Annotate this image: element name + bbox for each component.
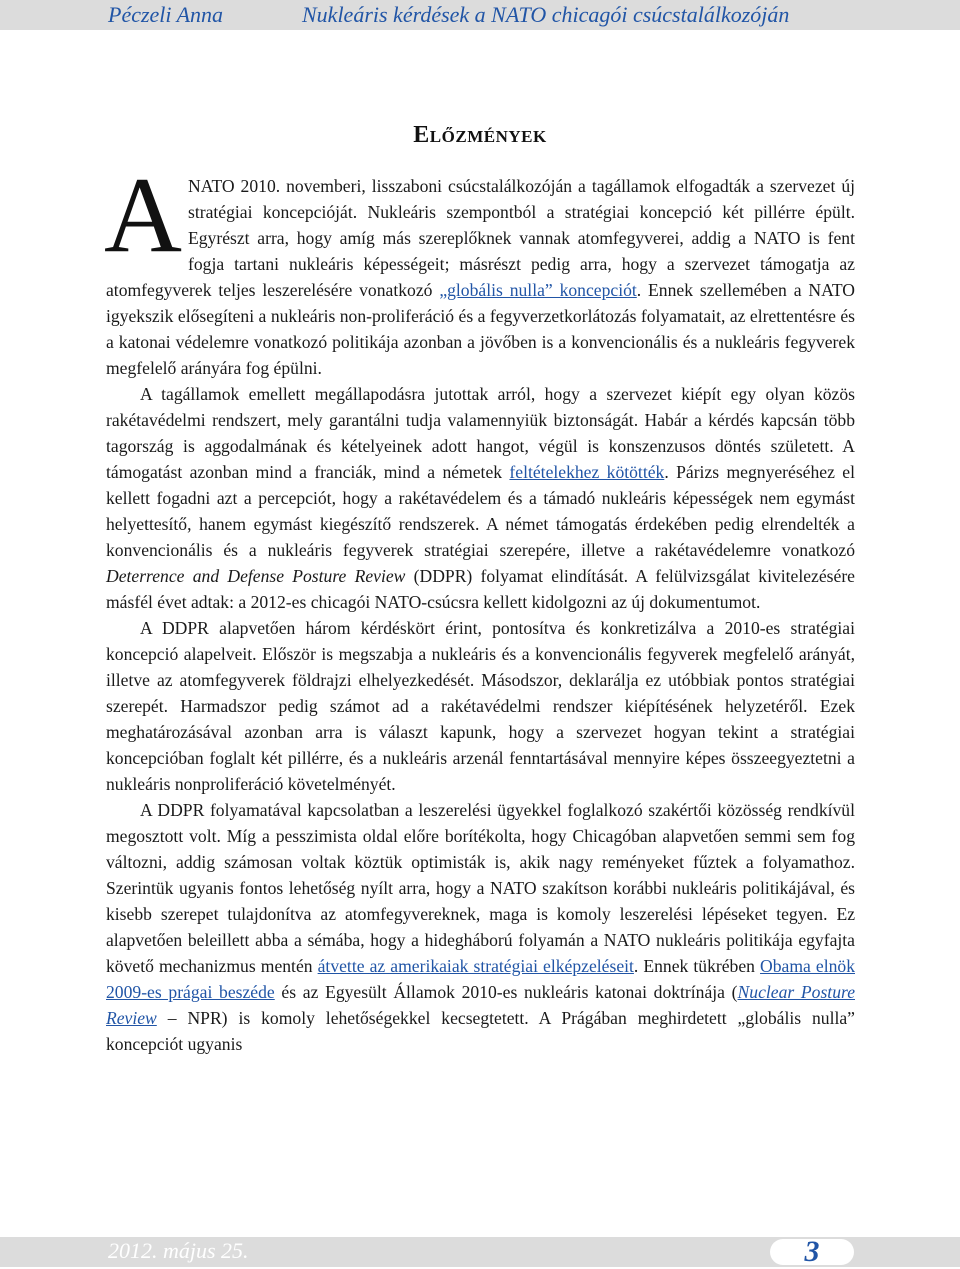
paragraph-text: A DDPR alapvetően három kérdéskört érint, pontosítva és konkretizálva a 2010-es stratégiai koncepció alapelveit. Először is megszabja a nukleáris és a konvencionális fegyverek megfelelő arányát, illetve az atomfegyverek földrajzi elhelyezkedését. Másodszor, deklarálja ez utóbbiak pontos stratégiai szerepét. Harmadszor pedig számot ad a rakétavédelmi rendszer kiépítésének helyzetéről. Ezek meghatározásával azonban arra is választ kapunk, hogy a szervezet hogyan tekint a stratégiai koncepcióban foglalt két pillérre, és a nukleáris arzenál fenntartásával mennyire képes összeegyeztetni a nukleáris nonproliferáció követelményét. bbox=[106, 618, 855, 794]
paragraph-3 bbox=[106, 615, 855, 797]
italic-ddpr-title: Deterrence and Defense Posture Review bbox=[106, 566, 406, 586]
paragraph-1 bbox=[104, 156, 856, 381]
link-american-strategy[interactable]: átvette az amerikaiak stratégiai elképzeléseit bbox=[317, 956, 634, 976]
link-global-zero[interactable]: „globális nulla” koncepciót bbox=[439, 280, 637, 300]
paragraph-4 bbox=[106, 797, 855, 1057]
link-conditions[interactable]: feltételekhez kötötték bbox=[509, 462, 665, 482]
paragraph-text: NATO 2010. novemberi, lisszaboni csúcstalálkozóján a tagállamok elfogadták a szervezet új stratégiai koncepcióját. Nukleáris szempontból a stratégiai koncepció két pillérre épült. Egyrészt arra, hogy amíg más szereplőknek vannak atomfegyverei, addig a NATO is fent fogja tartani nukleáris képességeit; másrészt pedig arra, hogy a szervezet támogatja az atomfegyverek teljes leszerelésére vonatkozó bbox=[106, 176, 855, 300]
header-author: Péczeli Anna bbox=[108, 2, 224, 27]
paragraph-text: A DDPR folyamatával kapcsolatban a leszerelési ügyekkel foglalkozó szakértői közösség rendkívül megosztott volt. Míg a pesszimista oldal előre borítékolta, hogy Chicagóban alapvetően semmi sem fog változni, addig számosan voltak köztük optimisták is, akik nagy reményeket fűztek a folyamathoz. Szerintük ugyanis fontos lehetőség nyílt arra, hogy a NATO szakítson korábbi nukleáris politikájával, és kisebb szerepet tulajdonítva az atomfegyvereknek, maga is komoly leszerelési lépéseket tegyen. Ez alapvetően beleillett abba a sémába, hogy a hidegháború folyamán a NATO nukleáris politikája egyfajta követő mechanizmus mentén bbox=[106, 800, 855, 976]
drop-cap: A bbox=[104, 156, 182, 275]
paragraph-text: . Ennek szellemében a NATO igyekszik elősegíteni a nukleáris non-proliferáció és a fegyverzetkorlátozás folyamatait, az elrettentésre és a katonai védelemre vonatkozó politikája azonban a jövőben is a konvencionális és a nukleáris fegyverek megfelelő arányára fog épülni. bbox=[106, 280, 856, 378]
link-nuclear-posture-review[interactable]: Nuclear Posture Review bbox=[106, 982, 855, 1028]
paragraph-text: A tagállamok emellett megállapodásra jutottak arról, hogy a szervezet kiépít egy olyan közös rakétavédelmi rendszert, mely garantálni tudja valamennyiük biztonságát. Habár a kérdés kapcsán több tagország is aggodalmának és kételyeinek adott hangot, végül is konszenzusos döntés született. A támogatást azonban mind a franciák, mind a németek bbox=[106, 384, 855, 482]
paragraph-text: (DDPR) folyamat elindítását. A felülvizsgálat kivitelezésére másfél évet adtak: a 2012-es chicagói NATO-csúcsra kellett kidolgozni az új dokumentumot. bbox=[106, 566, 855, 612]
page-number: 3 bbox=[804, 1235, 820, 1268]
page-number-badge bbox=[770, 1235, 854, 1268]
paragraph-text: . Párizs megnyeréséhez el kellett fogadni azt a percepciót, hogy a rakétavédelem és a támadó nukleáris képességek nem egymást helyettesítő, hanem egymást kiegészítő rendszerek. A német támogatás érdekében pedig elrendelték a konvencionális és a nukleáris fegyverek stratégiai szerepére, illetve a rakétavédelemre vonatkozó bbox=[106, 462, 855, 560]
link-obama-prague-speech[interactable]: Obama elnök 2009-es prágai beszéde bbox=[106, 956, 855, 1002]
paragraph-text: és az Egyesült Államok 2010-es nukleáris katonai doktrínája ( bbox=[274, 982, 738, 1002]
section-title: Előzmények bbox=[413, 122, 547, 148]
page-footer bbox=[0, 1237, 960, 1267]
page-header bbox=[0, 0, 960, 30]
article-body bbox=[104, 156, 856, 1057]
paragraph-text: – NPR) is komoly lehetőségekkel kecsegtetett. A Prágában meghirdetett „globális nulla” koncepciót ugyanis bbox=[106, 1008, 855, 1054]
paragraph-2 bbox=[106, 381, 855, 615]
header-title: Nukleáris kérdések a NATO chicagói csúcstalálkozóján bbox=[302, 2, 790, 27]
paragraph-text: . Ennek tükrében bbox=[633, 956, 761, 976]
footer-date: 2012. május 25. bbox=[108, 1238, 249, 1263]
